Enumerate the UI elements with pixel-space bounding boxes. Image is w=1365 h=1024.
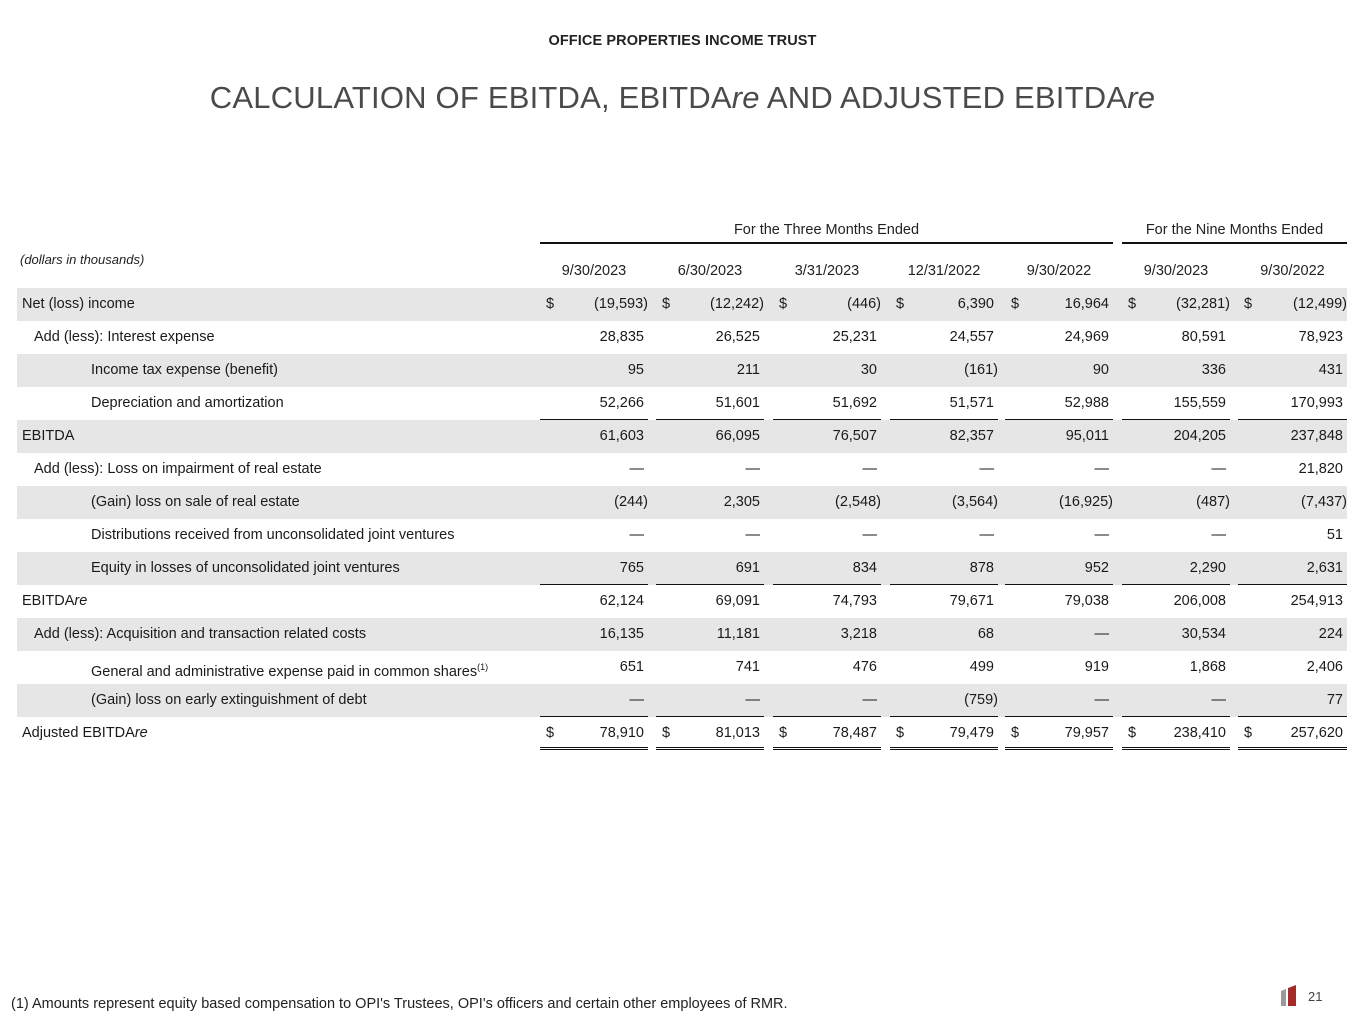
currency-symbol: $: [1011, 725, 1020, 741]
table-cell: [1005, 618, 1113, 651]
cell-value: 78,910: [599, 725, 644, 741]
table-cell: [1005, 684, 1113, 717]
cell-value: 21,820: [1298, 461, 1343, 477]
cell-value: —: [1094, 692, 1109, 708]
cell-value: 74,793: [832, 593, 877, 609]
table-cell: [773, 552, 881, 585]
cell-value: 79,671: [949, 593, 994, 609]
cell-value: 69,091: [715, 593, 760, 609]
row-label-italic-suffix: re: [134, 725, 148, 741]
table-row-impairment: [17, 453, 1347, 486]
table-cell: [1122, 288, 1230, 321]
table-cell: [656, 354, 764, 387]
table-cell: [1005, 585, 1113, 618]
table-cell: [1122, 552, 1230, 585]
cell-value: (12,242): [709, 296, 764, 312]
row-label: [91, 519, 455, 552]
cell-value: 2,305: [723, 494, 760, 510]
cell-value: 952: [1084, 560, 1109, 576]
row-label: [22, 288, 135, 321]
table-cell: [656, 486, 764, 519]
cell-value: 68: [977, 626, 994, 642]
table-cell: [1122, 453, 1230, 486]
table-cell: [890, 519, 998, 552]
row-label: [91, 354, 278, 387]
table-cell: [1238, 453, 1347, 486]
table-row-ebitdare: [17, 585, 1347, 618]
cell-value: 30: [860, 362, 877, 378]
table-cell: [1122, 684, 1230, 717]
table-cell: [540, 552, 648, 585]
company-logo: [1281, 985, 1297, 1006]
table-cell: [1005, 354, 1113, 387]
currency-symbol: $: [1244, 725, 1253, 741]
column-header-3: 3/31/2023: [794, 263, 860, 279]
table-cell: [1122, 354, 1230, 387]
cell-value: 79,957: [1064, 725, 1109, 741]
column-header-2: 6/30/2023: [677, 263, 743, 279]
table-cell: [656, 552, 764, 585]
table-cell: [773, 453, 881, 486]
cell-value: 741: [735, 659, 760, 675]
cell-value: 51,692: [832, 395, 877, 411]
table-cell: [1122, 618, 1230, 651]
table-cell: [540, 288, 648, 321]
cell-value: 51,601: [715, 395, 760, 411]
table-cell: [1122, 519, 1230, 552]
table-cell: [656, 651, 764, 684]
currency-symbol: $: [662, 725, 671, 741]
cell-value: —: [1211, 461, 1226, 477]
cell-value: 499: [969, 659, 994, 675]
table-cell: [1122, 321, 1230, 354]
table-cell: [1238, 288, 1347, 321]
cell-value: 211: [736, 362, 760, 378]
table-cell: [656, 717, 764, 750]
cell-value: —: [862, 461, 877, 477]
row-label: [91, 651, 488, 684]
table-cell: [1238, 552, 1347, 585]
cell-value: (2,548): [835, 494, 881, 510]
cell-value: 28,835: [599, 329, 644, 345]
row-label-text: Depreciation and amortization: [91, 395, 284, 411]
table-cell: [540, 486, 648, 519]
table-cell: [1122, 585, 1230, 618]
row-label-text: Add (less): Acquisition and transaction related costs: [34, 626, 367, 642]
cell-value: 78,487: [832, 725, 877, 741]
column-header-7: 9/30/2022: [1260, 263, 1325, 279]
cell-value: (3,564): [952, 494, 998, 510]
currency-symbol: $: [546, 725, 555, 741]
cell-value: 78,923: [1298, 329, 1343, 345]
cell-value: 254,913: [1290, 593, 1343, 609]
table-cell: [773, 618, 881, 651]
column-header-6: 9/30/2023: [1143, 263, 1209, 279]
cell-value: 336: [1201, 362, 1226, 378]
table-cell: [1238, 354, 1347, 387]
group-header-three-months: For the Three Months Ended: [540, 222, 1113, 244]
cell-value: 170,993: [1290, 395, 1343, 411]
row-label: [91, 486, 300, 519]
cell-value: 51,571: [949, 395, 994, 411]
currency-symbol: $: [662, 296, 671, 312]
cell-value: 95,011: [1065, 428, 1109, 444]
table-cell: [773, 717, 881, 750]
title-part-1: CALCULATION OF EBITDA, EBITDA: [209, 80, 732, 115]
cell-value: —: [629, 461, 644, 477]
cell-value: 11,181: [716, 626, 760, 642]
table-cell: [890, 453, 998, 486]
table-cell: [540, 453, 648, 486]
currency-symbol: $: [896, 296, 905, 312]
title-part-2: re: [731, 80, 760, 115]
row-label-text: (Gain) loss on early extinguishment of debt: [91, 692, 367, 708]
cell-value: (16,925): [1058, 494, 1113, 510]
table-cell: [540, 387, 648, 420]
page-number: 21: [1308, 989, 1323, 1004]
cell-value: —: [979, 527, 994, 543]
table-cell: [540, 420, 648, 453]
cell-value: 95: [627, 362, 644, 378]
cell-value: (19,593): [593, 296, 648, 312]
table-cell: [1005, 420, 1113, 453]
cell-value: —: [1094, 461, 1109, 477]
table-cell: [773, 420, 881, 453]
table-cell: [1122, 717, 1230, 750]
cell-value: 81,013: [715, 725, 760, 741]
table-cell: [540, 519, 648, 552]
cell-value: 257,620: [1290, 725, 1343, 741]
cell-value: 3,218: [840, 626, 877, 642]
row-label-text: Equity in losses of unconsolidated joint ventures: [91, 560, 400, 576]
table-cell: [1238, 717, 1347, 750]
cell-value: —: [745, 461, 760, 477]
table-cell: [1238, 387, 1347, 420]
cell-value: 691: [735, 560, 760, 576]
currency-symbol: $: [1011, 296, 1020, 312]
table-cell: [1005, 288, 1113, 321]
cell-value: —: [629, 692, 644, 708]
currency-symbol: $: [546, 296, 555, 312]
table-cell: [656, 684, 764, 717]
table-cell: [1122, 651, 1230, 684]
table-row-adjusted-ebitdare: [17, 717, 1347, 750]
row-label: [91, 552, 400, 585]
page-title: [0, 80, 1365, 116]
table-row-g-and-a-shares: [17, 651, 1347, 684]
table-row-income-tax: [17, 354, 1347, 387]
cell-value: 2,631: [1306, 560, 1343, 576]
table-cell: [890, 354, 998, 387]
table-cell: [656, 519, 764, 552]
table-cell: [1238, 486, 1347, 519]
row-label: [22, 420, 74, 453]
cell-value: 51: [1326, 527, 1343, 543]
cell-value: —: [1211, 692, 1226, 708]
cell-value: 30,534: [1181, 626, 1226, 642]
table-cell: [890, 618, 998, 651]
cell-value: 919: [1084, 659, 1109, 675]
table-cell: [890, 651, 998, 684]
cell-value: 238,410: [1173, 725, 1226, 741]
cell-value: 476: [852, 659, 877, 675]
cell-value: 2,290: [1189, 560, 1226, 576]
cell-value: 80,591: [1181, 329, 1226, 345]
currency-symbol: $: [896, 725, 905, 741]
cell-value: 237,848: [1290, 428, 1343, 444]
row-label-italic-suffix: re: [74, 593, 88, 609]
column-header-4: 12/31/2022: [907, 263, 981, 279]
cell-value: 878: [969, 560, 994, 576]
row-label: [34, 618, 366, 651]
table-cell: [540, 321, 648, 354]
table-cell: [1005, 717, 1113, 750]
table-cell: [1122, 387, 1230, 420]
table-cell: [890, 321, 998, 354]
table-cell: [1238, 321, 1347, 354]
table-cell: [1122, 486, 1230, 519]
table-cell: [540, 684, 648, 717]
table-cell: [1005, 321, 1113, 354]
row-label-text: General and administrative expense paid in common shares: [91, 664, 478, 680]
cell-value: 206,008: [1173, 593, 1226, 609]
cell-value: 25,231: [832, 329, 877, 345]
row-label-text: EBITDA: [22, 593, 75, 609]
table-cell: [656, 387, 764, 420]
cell-value: 16,964: [1064, 296, 1109, 312]
table-cell: [656, 420, 764, 453]
column-header-1: 9/30/2023: [561, 263, 627, 279]
cell-value: 431: [1318, 362, 1343, 378]
table-cell: [890, 288, 998, 321]
currency-symbol: $: [1128, 725, 1137, 741]
table-cell: [773, 684, 881, 717]
cell-value: (487): [1196, 494, 1230, 510]
cell-value: 62,124: [599, 593, 644, 609]
table-row-interest-expense: [17, 321, 1347, 354]
cell-value: 79,038: [1064, 593, 1109, 609]
cell-value: 204,205: [1173, 428, 1226, 444]
table-cell: [656, 453, 764, 486]
table-cell: [890, 717, 998, 750]
cell-value: 6,390: [957, 296, 994, 312]
table-cell: [656, 618, 764, 651]
cell-value: 76,507: [832, 428, 877, 444]
row-label: [22, 585, 87, 618]
cell-value: —: [862, 692, 877, 708]
table-cell: [1005, 453, 1113, 486]
table-cell: [1122, 420, 1230, 453]
table-cell: [1005, 486, 1113, 519]
cell-value: 90: [1092, 362, 1109, 378]
table-cell: [773, 288, 881, 321]
table-cell: [656, 288, 764, 321]
table-row-net-income: [17, 288, 1347, 321]
footnote: (1) Amounts represent equity based compensation to OPI's Trustees, OPI's officers and certain other employees of RMR.: [11, 996, 788, 1012]
table-cell: [890, 420, 998, 453]
table-cell: [890, 684, 998, 717]
row-label-text: EBITDA: [22, 428, 75, 444]
cell-value: 82,357: [949, 428, 994, 444]
currency-symbol: $: [1244, 296, 1253, 312]
row-label: [91, 684, 367, 717]
table-cell: [890, 585, 998, 618]
cell-value: 52,988: [1064, 395, 1109, 411]
cell-value: (244): [614, 494, 648, 510]
table-cell: [1238, 618, 1347, 651]
cell-value: —: [1211, 527, 1226, 543]
cell-value: 79,479: [949, 725, 994, 741]
row-label-text: Net (loss) income: [22, 296, 135, 312]
row-label: [34, 453, 322, 486]
units-note: (dollars in thousands): [20, 252, 145, 267]
cell-value: 26,525: [715, 329, 760, 345]
cell-value: 651: [619, 659, 644, 675]
table-cell: [773, 651, 881, 684]
column-header-5: 9/30/2022: [1026, 263, 1092, 279]
table-cell: [540, 717, 648, 750]
title-part-3: AND ADJUSTED EBITDA: [759, 80, 1128, 115]
table-cell: [656, 585, 764, 618]
cell-value: 2,406: [1306, 659, 1343, 675]
row-label-text: (Gain) loss on sale of real estate: [91, 494, 300, 510]
table-cell: [1005, 651, 1113, 684]
table-row-gain-loss-sale: [17, 486, 1347, 519]
currency-symbol: $: [1128, 296, 1137, 312]
table-cell: [1238, 684, 1347, 717]
cell-value: —: [745, 527, 760, 543]
cell-value: 61,603: [599, 428, 644, 444]
table-row-acquisition-costs: [17, 618, 1347, 651]
row-label: [91, 387, 284, 420]
cell-value: 52,266: [599, 395, 644, 411]
cell-value: 77: [1326, 692, 1343, 708]
table-cell: [540, 651, 648, 684]
cell-value: (759): [964, 692, 998, 708]
cell-value: 834: [852, 560, 877, 576]
cell-value: 66,095: [715, 428, 760, 444]
row-label-text: Add (less): Loss on impairment of real estate: [34, 461, 322, 477]
cell-value: —: [629, 527, 644, 543]
table-cell: [540, 585, 648, 618]
cell-value: (446): [847, 296, 881, 312]
cell-value: —: [745, 692, 760, 708]
table-cell: [1238, 420, 1347, 453]
cell-value: —: [1094, 527, 1109, 543]
cell-value: 16,135: [599, 626, 644, 642]
cell-value: 24,969: [1064, 329, 1109, 345]
row-label-text: Adjusted EBITDA: [22, 725, 135, 741]
cell-value: 155,559: [1173, 395, 1226, 411]
table-row-jv-distributions: [17, 519, 1347, 552]
row-label-text: Income tax expense (benefit): [91, 362, 278, 378]
table-cell: [1238, 585, 1347, 618]
table-cell: [773, 519, 881, 552]
cell-value: —: [979, 461, 994, 477]
table-cell: [656, 321, 764, 354]
cell-value: 765: [619, 560, 644, 576]
cell-value: 224: [1318, 626, 1343, 642]
table-cell: [773, 387, 881, 420]
table-cell: [1005, 552, 1113, 585]
table-cell: [773, 585, 881, 618]
cell-value: (32,281): [1175, 296, 1230, 312]
table-row-depreciation: [17, 387, 1347, 420]
table-cell: [1238, 519, 1347, 552]
table-cell: [773, 486, 881, 519]
table-cell: [890, 387, 998, 420]
cell-value: —: [862, 527, 877, 543]
table-cell: [773, 354, 881, 387]
table-cell: [1005, 519, 1113, 552]
cell-value: 24,557: [949, 329, 994, 345]
cell-value: —: [1094, 626, 1109, 642]
table-cell: [1005, 387, 1113, 420]
group-header-nine-months: For the Nine Months Ended: [1122, 222, 1347, 244]
table-row-jv-equity-losses: [17, 552, 1347, 585]
company-name: OFFICE PROPERTIES INCOME TRUST: [548, 33, 817, 49]
row-label: [22, 717, 148, 750]
table-row-ebitda: [17, 420, 1347, 453]
cell-value: (12,499): [1292, 296, 1347, 312]
table-cell: [890, 486, 998, 519]
table-cell: [1238, 651, 1347, 684]
footnote-marker: (1): [477, 662, 489, 672]
row-label-text: Add (less): Interest expense: [34, 329, 215, 345]
table-cell: [540, 354, 648, 387]
table-cell: [890, 552, 998, 585]
row-label-text: Distributions received from unconsolidated joint ventures: [91, 527, 455, 543]
cell-value: (7,437): [1301, 494, 1347, 510]
currency-symbol: $: [779, 725, 788, 741]
cell-value: (161): [964, 362, 998, 378]
row-label: [34, 321, 215, 354]
currency-symbol: $: [779, 296, 788, 312]
cell-value: 1,868: [1189, 659, 1226, 675]
title-part-4: re: [1127, 80, 1156, 115]
table-cell: [773, 321, 881, 354]
table-cell: [540, 618, 648, 651]
table-row-debt-extinguishment: [17, 684, 1347, 717]
